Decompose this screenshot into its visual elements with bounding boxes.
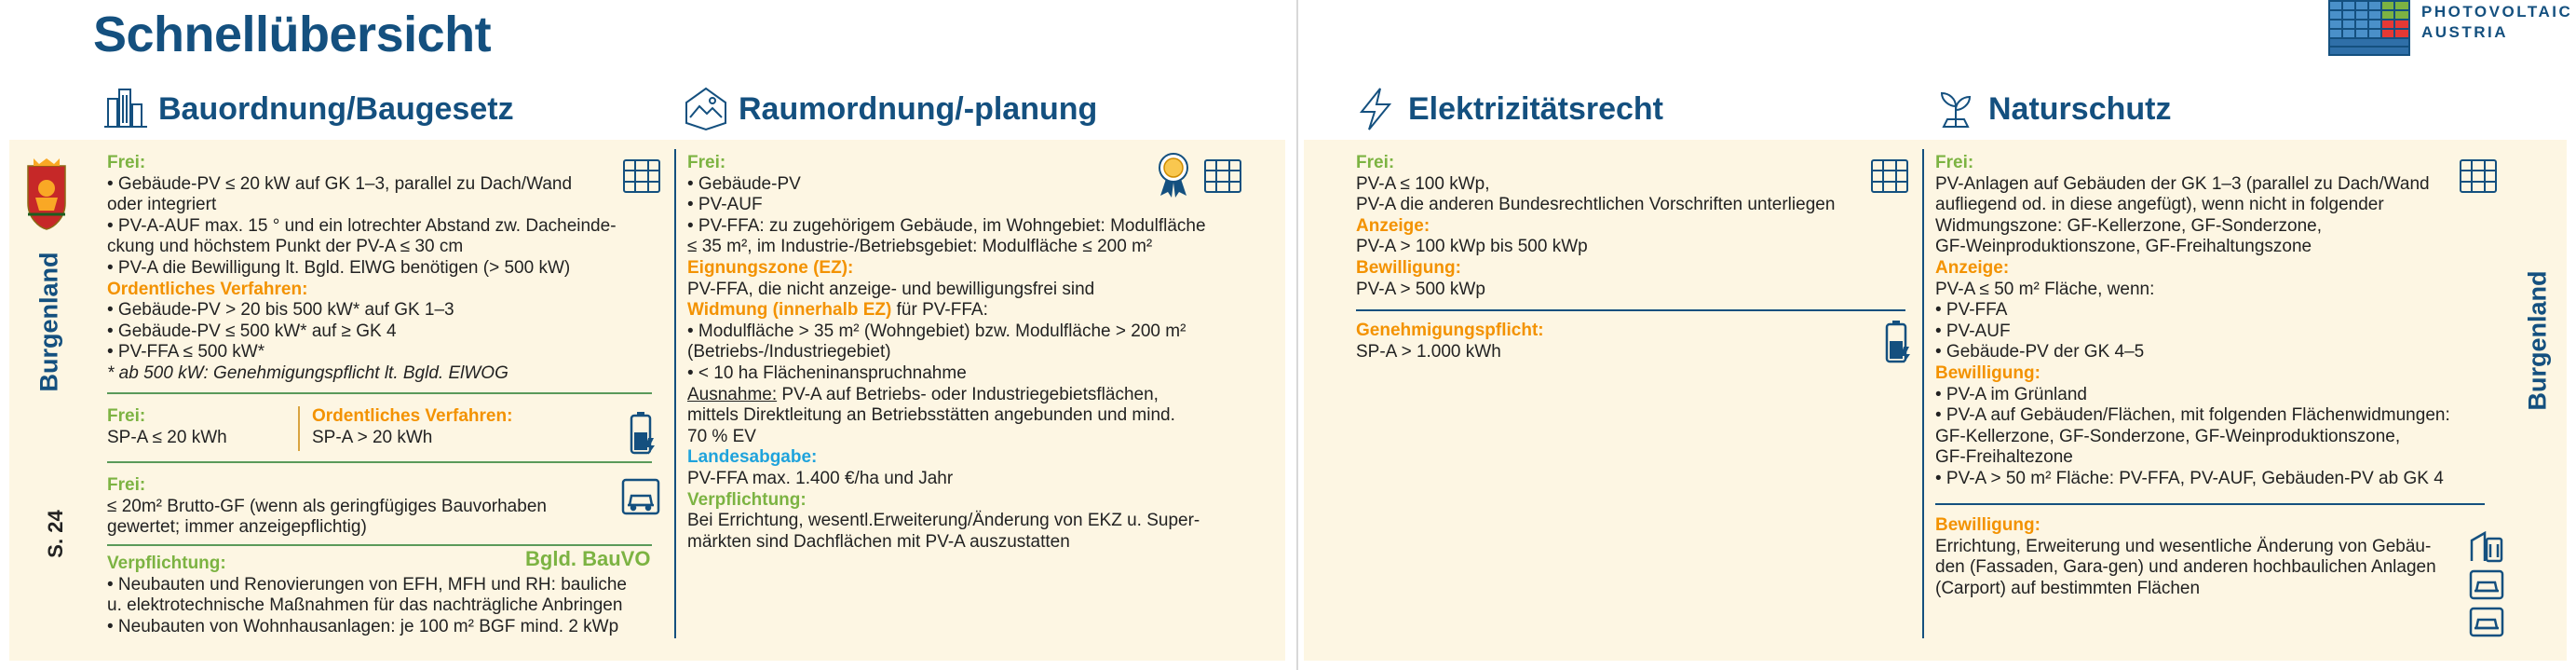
bau-ordentlich-line: • PV-FFA ≤ 500 kW* bbox=[107, 342, 265, 362]
side-label-right-state: Burgenland bbox=[2523, 270, 2552, 411]
garage-icon bbox=[2468, 568, 2505, 600]
landscape-icon bbox=[683, 86, 729, 132]
elek-genehmigung-text: SP-A > 1.000 kWh bbox=[1356, 341, 1501, 362]
bau-carport-line: ≤ 20m² Brutto-GF (wenn als geringfügiges Bauvorhaben bbox=[107, 496, 547, 516]
natur-bewilligung-label: Bewilligung: bbox=[1935, 362, 2040, 383]
raum-landesabgabe-text: PV-FFA max. 1.400 €/ha und Jahr bbox=[687, 468, 954, 488]
natur-bewilligung2-line: den (Fassaden, Gara-gen) und anderen hochbaulichen Anlagen bbox=[1935, 557, 2436, 578]
section-header-naturschutz bbox=[1932, 82, 2171, 136]
raum-frei-label: Frei: bbox=[687, 153, 726, 172]
bau-verpflichtung-line: • Neubauten und Renovierungen von EFH, MFH und RH: bauliche bbox=[107, 574, 627, 595]
natur-separator bbox=[1935, 503, 2485, 505]
natur-anzeige-line: • PV-AUF bbox=[1935, 321, 2011, 341]
raum-verpflichtung-label: Verpflichtung: bbox=[687, 489, 807, 510]
page-divider bbox=[1296, 0, 1298, 670]
raum-widmung-suffix: für PV-FFA: bbox=[891, 300, 988, 321]
section-header-bauordnung bbox=[102, 82, 514, 136]
raum-widmung-line: • < 10 ha Flächeninanspruchnahme bbox=[687, 362, 967, 383]
raum-widmung-label: Widmung (innerhalb EZ) bbox=[687, 300, 892, 321]
raum-block bbox=[687, 153, 1246, 553]
bau-verpflichtung-line: • Neubauten von Wohnhausanlagen: je 100 m² BGF mind. 2 kWp bbox=[107, 616, 619, 636]
natur-bewilligung-line: GF-Kellerzone, GF-Sonderzone, GF-Weinproduktionszone, bbox=[1935, 426, 2401, 446]
natur-anzeige-line: PV-A ≤ 50 m² Fläche, wenn: bbox=[1935, 279, 2155, 299]
raum-ausnahme-line: PV-A auf Betriebs- oder Industriegebietsflächen, bbox=[777, 384, 1159, 404]
battery-icon bbox=[628, 410, 656, 457]
buildings-icon bbox=[102, 86, 149, 132]
raum-landesabgabe-label: Landesabgabe: bbox=[687, 447, 818, 468]
elek-anzeige-text: PV-A > 100 kWp bis 500 kWp bbox=[1356, 237, 1588, 257]
raum-frei-line: • PV-AUF bbox=[687, 195, 763, 215]
solar-panel-logo-icon bbox=[2328, 0, 2410, 56]
solar-panel-icon bbox=[2459, 158, 2498, 194]
bau-footnote: * ab 500 kW: Genehmigungspflicht lt. Bgld. ElWOG bbox=[107, 362, 508, 383]
elek-bewilligung-label: Bewilligung: bbox=[1356, 257, 1461, 278]
section-title-elektrizitaetsrecht: Elektrizitätsrecht bbox=[1408, 90, 1663, 127]
raum-widmung-line: (Betriebs-/Industriegebiet) bbox=[687, 342, 891, 362]
logo-text bbox=[2421, 2, 2572, 43]
facade-building-icon bbox=[2468, 531, 2505, 563]
natur-frei-line: GF-Weinproduktionszone, GF-Freihaltungszone bbox=[1935, 237, 2312, 257]
bau-frei-line: • PV-A-AUF max. 15 ° und ein lotrechter Abstand zw. Dacheinde- bbox=[107, 215, 617, 236]
elek-frei-label: Frei: bbox=[1356, 153, 1395, 172]
elek-block bbox=[1356, 153, 1915, 300]
bau-separator bbox=[107, 461, 652, 463]
natur-frei-label: Frei: bbox=[1935, 153, 1974, 172]
natur-bewilligung2-line: Errichtung, Erweiterung und wesentliche Änderung von Gebäu- bbox=[1935, 536, 2432, 556]
column-divider bbox=[1922, 149, 1924, 638]
bau-ordentlich-line: • Gebäude-PV > 20 bis 500 kW* auf GK 1–3 bbox=[107, 300, 454, 321]
bau-separator bbox=[107, 392, 652, 394]
bau-frei-line: • PV-A die Bewilligung lt. Bgld. ElWG benötigen (> 500 kW) bbox=[107, 257, 571, 278]
bau-ordentlich-label: Ordentliches Verfahren: bbox=[107, 279, 308, 299]
battery-icon bbox=[1883, 319, 1911, 365]
section-title-naturschutz: Naturschutz bbox=[1988, 90, 2172, 127]
bau-verpflichtung-label: Verpflichtung: bbox=[107, 554, 226, 573]
bau-frei-line: oder integriert bbox=[107, 195, 217, 215]
logo-line-1: PHOTOVOLTAIC bbox=[2421, 3, 2573, 21]
natur-anzeige-label: Anzeige: bbox=[1935, 257, 2010, 278]
natur-frei-line: Widmungszone: GF-Kellerzone, GF-Sonderzone, bbox=[1935, 215, 2323, 236]
raum-widmung-line: • Modulfläche > 35 m² (Wohngebiet) bzw. Modulfläche > 200 m² bbox=[687, 321, 1186, 341]
section-title-raumordnung: Raumordnung/-planung bbox=[739, 90, 1098, 127]
bau-carport-block bbox=[107, 475, 629, 539]
raum-verpflichtung-line: märkten sind Dachflächen mit PV-A auszustatten bbox=[687, 531, 1070, 552]
natur-bewilligung-line: • PV-A auf Gebäuden/Flächen, mit folgenden Flächenwidmungen: bbox=[1935, 405, 2450, 426]
raum-ausnahme-line: mittels Direktleitung an Betriebsstätten angebunden und mind. bbox=[687, 405, 1175, 426]
bau-sp-ord-text: SP-A > 20 kWh bbox=[312, 427, 433, 447]
bau-separator bbox=[107, 544, 652, 546]
raum-frei-line: • PV-FFA: zu zugehörigem Gebäude, im Wohngebiet: Modulfläche bbox=[687, 215, 1206, 236]
bau-carport-line: gewertet; immer anzeigepflichtig) bbox=[107, 517, 367, 538]
raum-verpflichtung-line: Bei Errichtung, wesentl.Erweiterung/Änderung von EKZ u. Super- bbox=[687, 511, 1200, 531]
natur-bewilligung-line: GF-Freihaltezone bbox=[1935, 447, 2073, 468]
natur-anzeige-line: • Gebäude-PV der GK 4–5 bbox=[1935, 342, 2145, 362]
section-header-elektrizitaetsrecht bbox=[1352, 82, 1663, 136]
natur-bewilligung2-label: Bewilligung: bbox=[1935, 515, 2040, 535]
elek-frei-line: PV-A ≤ 100 kWp, bbox=[1356, 173, 1490, 194]
elek-genehmigung-block bbox=[1356, 321, 1859, 362]
bau-speicher-ordentlich bbox=[312, 406, 610, 448]
photovoltaic-austria-logo bbox=[2328, 0, 2573, 58]
natur-anzeige-line: • PV-FFA bbox=[1935, 300, 2008, 321]
lightning-icon bbox=[1352, 86, 1399, 132]
solar-panel-icon bbox=[1203, 158, 1242, 194]
bau-speicher-frei bbox=[107, 406, 293, 448]
page-reference: S. 24 bbox=[44, 510, 67, 558]
solar-panel-icon bbox=[1870, 158, 1909, 194]
bau-sp-ord-label: Ordentliches Verfahren: bbox=[312, 406, 513, 426]
column-divider bbox=[674, 149, 676, 638]
raum-ausnahme-label: Ausnahme: bbox=[687, 384, 778, 404]
garage-icon bbox=[620, 477, 661, 516]
natur-frei-line: aufliegend od. in diese angefügt), wenn nicht in folgender bbox=[1935, 195, 2384, 215]
natur-bewilligung-line: • PV-A im Grünland bbox=[1935, 384, 2087, 404]
elek-anzeige-label: Anzeige: bbox=[1356, 215, 1430, 236]
raum-ausnahme-line: 70 % EV bbox=[687, 426, 756, 446]
natur-bewilligung2-line: (Carport) auf bestimmten Flächen bbox=[1935, 578, 2201, 598]
bau-carport-label: Frei: bbox=[107, 475, 146, 495]
raum-frei-line: • Gebäude-PV bbox=[687, 173, 801, 194]
burgenland-coat-of-arms-icon bbox=[26, 157, 67, 231]
elek-genehmigung-label: Genehmigungspflicht: bbox=[1356, 321, 1544, 340]
page-title: Schnellübersicht bbox=[93, 7, 492, 62]
raum-frei-line: ≤ 35 m², im Industrie-/Betriebsgebiet: Modulfläche ≤ 200 m² bbox=[687, 237, 1153, 257]
bau-ordentlich-line: • Gebäude-PV ≤ 500 kW* auf ≥ GK 4 bbox=[107, 321, 397, 341]
section-header-raumordnung bbox=[683, 82, 1097, 136]
carport-icon bbox=[2468, 606, 2505, 637]
bau-sp-frei-label: Frei: bbox=[107, 406, 146, 426]
bau-block-main bbox=[107, 153, 647, 385]
bau-frei-line: ckung und höchstem Punkt der PV-A ≤ 30 cm bbox=[107, 237, 464, 257]
natur-block bbox=[1935, 153, 2494, 490]
sprout-icon bbox=[1932, 86, 1979, 132]
bau-sp-frei-text: SP-A ≤ 20 kWh bbox=[107, 427, 227, 447]
side-label-left-state: Burgenland bbox=[34, 252, 63, 392]
bau-verpflichtung-source: Bgld. BauVO bbox=[525, 547, 651, 570]
natur-bewilligung2-block bbox=[1935, 515, 2475, 599]
bau-frei-line: • Gebäude-PV ≤ 20 kW auf GK 1–3, parallel zu Dach/Wand bbox=[107, 173, 573, 194]
elek-bewilligung-text: PV-A > 500 kWp bbox=[1356, 279, 1485, 299]
natur-bewilligung-line: • PV-A > 50 m² Fläche: PV-FFA, PV-AUF, Gebäuden-PV ab GK 4 bbox=[1935, 468, 2444, 488]
natur-frei-line: PV-Anlagen auf Gebäuden der GK 1–3 (parallel zu Dach/Wand bbox=[1935, 173, 2430, 194]
bau-speicher-divider bbox=[298, 406, 300, 451]
elek-separator bbox=[1356, 309, 1905, 311]
bau-verpflichtung-line: u. elektrotechnische Maßnahmen für das nachträgliche Anbringen bbox=[107, 595, 623, 616]
solar-panel-icon bbox=[622, 158, 661, 194]
logo-line-2: AUSTRIA bbox=[2421, 23, 2509, 41]
award-badge-icon bbox=[1155, 151, 1192, 198]
raum-ez-label: Eignungszone (EZ): bbox=[687, 257, 854, 278]
bau-frei-label: Frei: bbox=[107, 153, 146, 172]
raum-ez-text: PV-FFA, die nicht anzeige- und bewilligungsfrei sind bbox=[687, 279, 1095, 299]
elek-frei-line: PV-A die anderen Bundesrechtlichen Vorschriften unterliegen bbox=[1356, 195, 1836, 215]
section-title-bauordnung: Bauordnung/Baugesetz bbox=[158, 90, 514, 127]
